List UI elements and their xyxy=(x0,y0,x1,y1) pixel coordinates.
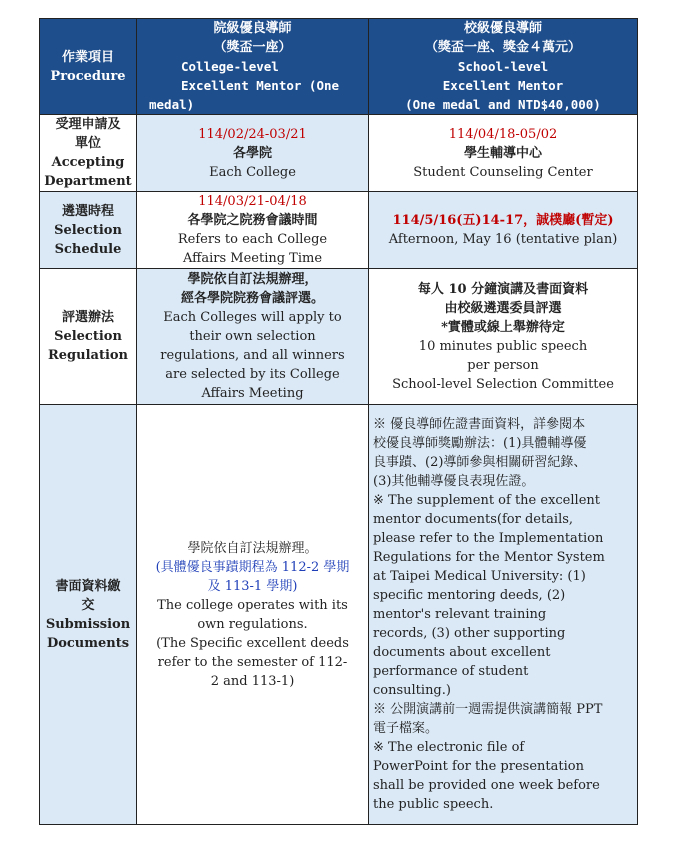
regulation-school-zh-1: 由校級遴選委員評選 xyxy=(444,300,562,316)
regulation-school-en-0: 10 minutes public speech xyxy=(418,338,588,354)
submission-college-blue-0: (具體優良事蹟期程為 112-2 學期 xyxy=(155,559,350,575)
header-school xyxy=(369,19,638,115)
accepting-school xyxy=(369,115,638,192)
row-submission xyxy=(40,405,638,825)
label-regulation xyxy=(40,269,137,405)
regulation-school-zh-2: *實體或線上舉辦待定 xyxy=(441,319,565,335)
schedule-college-date: 114/03/21-04/18 xyxy=(198,194,307,209)
header-school-title: 校級優良導師 xyxy=(463,21,542,36)
header-school-en-3: (One medal and NTD$40,000) xyxy=(405,97,601,112)
submission-college-blue-1: 及 113-1 學期) xyxy=(207,578,298,594)
accepting-college xyxy=(137,115,369,192)
submission-school-line: 校優良導師獎勵辦法：(1)具體輔導優 xyxy=(373,436,587,451)
schedule-table-wrapper xyxy=(39,18,637,825)
label-regulation-2: Regulation xyxy=(47,348,129,363)
regulation-college-zh-1: 經各學院院務會議評選。 xyxy=(180,291,324,306)
label-schedule-0: 遴選時程 xyxy=(61,203,114,219)
accepting-school-unit-en: Student Counseling Center xyxy=(413,164,593,180)
schedule-college xyxy=(137,192,369,269)
submission-school-line: shall be provided one week before xyxy=(373,778,600,793)
header-college-title: 院級優良導師 xyxy=(213,21,292,36)
regulation-school-en-2: School-level Selection Committee xyxy=(392,376,614,392)
submission-school-line: ※ 優良導師佐證書面資料，詳參閱本 xyxy=(373,417,586,432)
regulation-college-en-4: Affairs Meeting xyxy=(201,386,304,401)
row-regulation xyxy=(40,269,638,405)
schedule-college-en-1: Affairs Meeting Time xyxy=(182,251,323,266)
submission-college-en-4: 2 and 113-1) xyxy=(210,673,295,689)
submission-college xyxy=(137,405,369,825)
schedule-school-date: 114/5/16(五)14-17，誠樸廳(暫定) xyxy=(392,213,614,228)
submission-school-line: mentor documents(for details, xyxy=(373,512,574,527)
submission-school-line: ※ 公開演講前一週需提供演講簡報 PPT xyxy=(373,702,603,717)
submission-school-line: ※ The supplement of the excellent xyxy=(373,493,600,508)
accepting-college-unit-en: Each College xyxy=(209,164,296,180)
label-submission-0: 書面資料繳 xyxy=(55,578,121,594)
submission-school-line: performance of student xyxy=(373,664,529,679)
label-accepting-0: 受理申請及 xyxy=(55,117,121,132)
regulation-college xyxy=(137,269,369,405)
submission-school xyxy=(369,405,638,825)
regulation-college-zh-0: 學院依自訂法規辦理， xyxy=(187,272,318,287)
label-schedule xyxy=(40,192,137,269)
regulation-school xyxy=(369,269,638,405)
regulation-school-en-1: per person xyxy=(467,357,539,373)
regulation-school-zh-0: 每人 10 分鐘演講及書面資料 xyxy=(417,281,589,297)
header-college-award: （獎盃一座） xyxy=(213,40,292,55)
header-school-award: （獎盃一座、獎金４萬元） xyxy=(424,40,581,55)
label-regulation-1: Selection xyxy=(54,329,122,344)
header-school-en-1: School-level xyxy=(457,59,549,74)
label-accepting-3: Department xyxy=(44,174,132,189)
label-accepting xyxy=(40,115,137,192)
table-header-row xyxy=(40,19,638,115)
submission-school-line: records, (3) other supporting xyxy=(373,626,566,641)
header-college-en-1: College-level xyxy=(181,59,279,74)
schedule-school-en: Afternoon, May 16 (tentative plan) xyxy=(388,232,618,247)
schedule-college-en-0: Refers to each College xyxy=(177,232,328,247)
accepting-school-date: 114/04/18-05/02 xyxy=(448,126,558,142)
accepting-school-unit: 學生輔導中心 xyxy=(463,145,542,161)
submission-college-zh: 學院依自訂法規辦理。 xyxy=(187,540,318,556)
label-submission-1: 交 xyxy=(81,597,95,613)
header-college-en-2: Excellent Mentor (One xyxy=(181,78,340,93)
regulation-college-en-1: their own selection xyxy=(189,329,316,344)
schedule-college-zh: 各學院之院務會議時間 xyxy=(187,213,318,228)
label-submission-3: Documents xyxy=(46,635,130,651)
accepting-college-date: 114/02/24-03/21 xyxy=(198,126,307,142)
header-procedure xyxy=(40,19,137,115)
schedule-school xyxy=(369,192,638,269)
submission-school-line: (3)其他輔導優良表現佐證。 xyxy=(373,474,535,489)
header-procedure-en: Procedure xyxy=(50,68,126,84)
header-college xyxy=(137,19,369,115)
label-schedule-1: Selection xyxy=(54,222,122,238)
row-schedule xyxy=(40,192,638,269)
submission-school-line: specific mentoring deeds, (2) xyxy=(373,588,566,603)
submission-school-line: at Taipei Medical University: (1) xyxy=(373,569,586,584)
header-procedure-zh: 作業項目 xyxy=(61,49,114,65)
submission-school-line: Regulations for the Mentor System xyxy=(373,550,605,565)
accepting-college-unit: 各學院 xyxy=(232,145,272,161)
label-regulation-0: 評選辦法 xyxy=(61,310,114,325)
submission-school-line: consulting.) xyxy=(373,683,451,698)
submission-school-line: please refer to the Implementation xyxy=(373,531,604,546)
submission-school-line: ※ The electronic file of xyxy=(373,740,525,755)
submission-school-line: documents about excellent xyxy=(373,645,551,660)
header-school-en-2: Excellent Mentor xyxy=(442,78,564,93)
submission-school-line: 電子檔案。 xyxy=(373,721,439,736)
row-accepting xyxy=(40,115,638,192)
label-submission-2: Submission xyxy=(45,616,131,632)
submission-school-line: the public speech. xyxy=(373,797,494,812)
label-schedule-2: Schedule xyxy=(54,241,122,257)
submission-college-en-1: own regulations. xyxy=(197,616,308,632)
submission-school-line: mentor's relevant training xyxy=(373,607,547,622)
submission-college-en-3: refer to the semester of 112- xyxy=(157,654,348,670)
header-college-en-3: medal) xyxy=(149,97,195,112)
submission-college-en-2: (The Specific excellent deeds xyxy=(156,635,349,651)
submission-college-en-0: The college operates with its xyxy=(157,597,348,613)
label-accepting-1: 單位 xyxy=(74,136,101,151)
submission-school-line: 良事蹟、(2)導師參與相關研習紀錄、 xyxy=(373,455,587,470)
label-submission xyxy=(40,405,137,825)
submission-school-line: PowerPoint for the presentation xyxy=(373,759,584,774)
regulation-college-en-3: are selected by its College xyxy=(165,367,340,382)
regulation-college-en-0: Each Colleges will apply to xyxy=(163,310,342,325)
mentor-award-table xyxy=(39,18,638,825)
regulation-college-en-2: regulations, and all winners xyxy=(160,348,345,363)
label-accepting-2: Accepting xyxy=(51,155,125,170)
